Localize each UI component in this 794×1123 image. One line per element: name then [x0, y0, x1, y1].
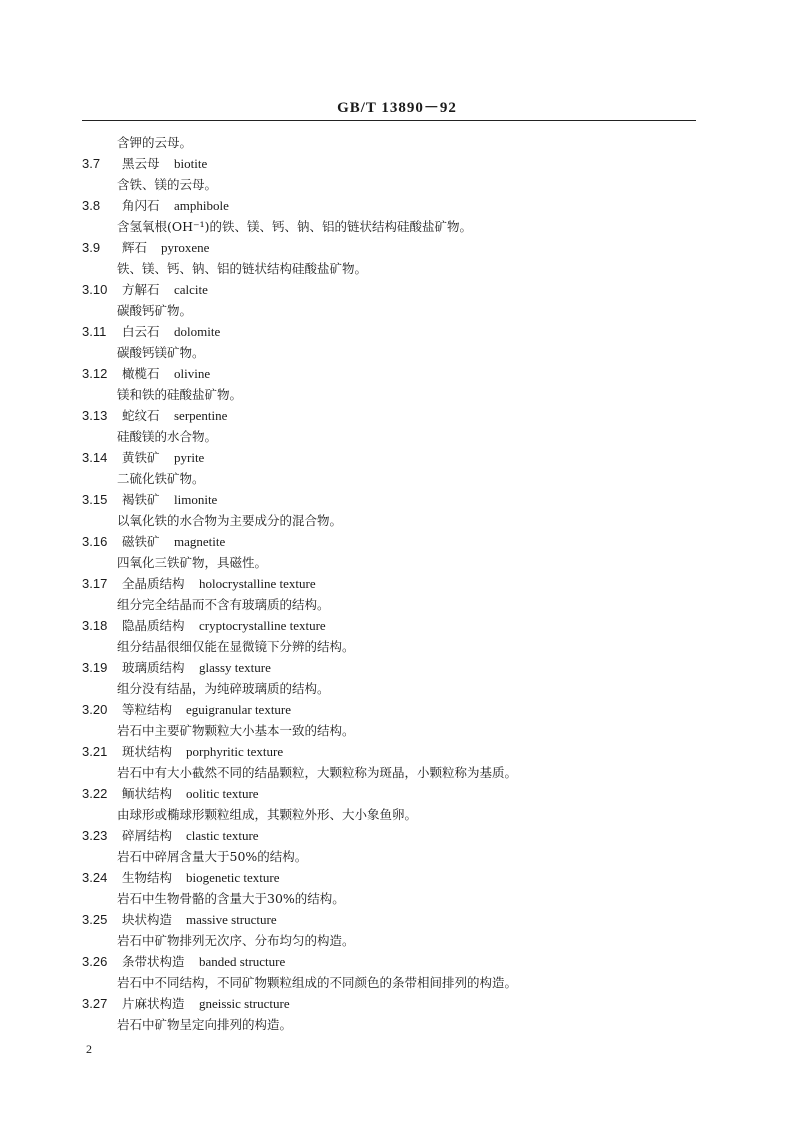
term-number: 3.15	[82, 492, 108, 507]
terms-list	[82, 132, 696, 1035]
term-chinese: 蛇纹石	[122, 408, 160, 423]
term-chinese: 片麻状构造	[122, 996, 185, 1011]
term-number: 3.11	[82, 324, 107, 339]
term-number: 3.16	[82, 534, 108, 549]
term-number: 3.25	[82, 912, 108, 927]
term-definition: 岩石中有大小截然不同的结晶颗粒，大颗粒称为斑晶，小颗粒称为基质。	[117, 765, 518, 780]
term-chinese: 褐铁矿	[122, 492, 160, 507]
term-definition: 岩石中主要矿物颗粒大小基本一致的结构。	[117, 723, 355, 738]
entries-container	[82, 153, 696, 1035]
term-definition: 碳酸钙镁矿物。	[117, 345, 205, 360]
term-number: 3.18	[82, 618, 108, 633]
term-definition: 由球形或椭球形颗粒组成，其颗粒外形、大小象鱼卵。	[117, 807, 418, 822]
term-definition: 岩石中生物骨骼的含量大于30%的结构。	[117, 891, 345, 906]
term-chinese: 块状构造	[122, 912, 173, 927]
term-entry	[82, 867, 696, 888]
document-header: GB/T 13890－92	[337, 100, 457, 116]
term-number: 3.22	[82, 786, 108, 801]
term-english: clastic texture	[186, 828, 259, 843]
term-entry	[82, 699, 696, 720]
term-english: gneissic structure	[199, 996, 290, 1011]
term-entry	[82, 405, 696, 426]
term-english: olivine	[174, 366, 211, 381]
term-english: banded structure	[199, 954, 286, 969]
term-chinese: 斑状结构	[122, 744, 173, 759]
term-chinese: 橄榄石	[122, 366, 160, 381]
term-english: eguigranular texture	[186, 702, 292, 717]
term-chinese: 隐晶质结构	[122, 618, 185, 633]
term-definition: 四氧化三铁矿物，具磁性。	[117, 555, 268, 570]
term-definition: 硅酸镁的水合物。	[117, 429, 218, 444]
term-number: 3.14	[82, 450, 108, 465]
term-english: pyrite	[174, 450, 205, 465]
term-chinese: 碎屑结构	[122, 828, 173, 843]
term-chinese: 黑云母	[122, 156, 160, 171]
term-definition: 以氧化铁的水合物为主要成分的混合物。	[117, 513, 343, 528]
term-number: 3.26	[82, 954, 108, 969]
term-definition: 铁、镁、钙、钠、铝的链状结构硅酸盐矿物。	[117, 261, 368, 276]
term-entry	[82, 741, 696, 762]
header-rule	[82, 120, 696, 121]
term-number: 3.24	[82, 870, 108, 885]
term-english: amphibole	[174, 198, 229, 213]
term-entry	[82, 783, 696, 804]
term-entry	[82, 153, 696, 174]
term-definition: 二硫化铁矿物。	[117, 471, 205, 486]
term-definition: 含铁、镁的云母。	[117, 177, 218, 192]
term-number: 3.9	[82, 240, 101, 255]
term-definition: 组分没有结晶，为纯碎玻璃质的结构。	[117, 681, 330, 696]
term-definition: 组分结晶很细仅能在显微镜下分辨的结构。	[117, 639, 355, 654]
term-number: 3.27	[82, 996, 108, 1011]
term-entry	[82, 951, 696, 972]
term-english: cryptocrystalline texture	[199, 618, 326, 633]
term-number: 3.17	[82, 576, 108, 591]
term-english: dolomite	[174, 324, 221, 339]
term-number: 3.12	[82, 366, 108, 381]
term-number: 3.19	[82, 660, 108, 675]
term-entry	[82, 447, 696, 468]
term-english: limonite	[174, 492, 218, 507]
term-english: oolitic texture	[186, 786, 259, 801]
term-chinese: 黄铁矿	[122, 450, 160, 465]
page-number: 2	[86, 1042, 92, 1056]
term-english: biogenetic texture	[186, 870, 280, 885]
term-definition: 岩石中矿物呈定向排列的构造。	[117, 1017, 293, 1032]
term-chinese: 玻璃质结构	[122, 660, 185, 675]
term-entry	[82, 321, 696, 342]
term-number: 3.20	[82, 702, 108, 717]
term-english: pyroxene	[161, 240, 210, 255]
term-chinese: 角闪石	[122, 198, 160, 213]
term-english: calcite	[174, 282, 208, 297]
term-number: 3.7	[82, 156, 101, 171]
term-entry	[82, 909, 696, 930]
term-entry	[82, 363, 696, 384]
term-definition: 组分完全结晶而不含有玻璃质的结构。	[117, 597, 330, 612]
term-entry	[82, 615, 696, 636]
term-english: serpentine	[174, 408, 228, 423]
term-english: porphyritic texture	[186, 744, 284, 759]
term-number: 3.8	[82, 198, 101, 213]
term-english: holocrystalline texture	[199, 576, 316, 591]
term-entry	[82, 825, 696, 846]
term-entry	[82, 279, 696, 300]
term-definition: 含氢氧根(OH⁻¹)的铁、镁、钙、钠、铝的链状结构硅酸盐矿物。	[117, 219, 473, 234]
term-definition: 镁和铁的硅酸盐矿物。	[117, 387, 243, 402]
term-english: massive structure	[186, 912, 277, 927]
term-english: biotite	[174, 156, 208, 171]
term-entry	[82, 237, 696, 258]
term-english: glassy texture	[199, 660, 271, 675]
term-definition: 碳酸钙矿物。	[117, 303, 193, 318]
term-number: 3.13	[82, 408, 108, 423]
term-chinese: 全晶质结构	[122, 576, 185, 591]
term-number: 3.21	[82, 744, 108, 759]
term-entry	[82, 531, 696, 552]
term-entry	[82, 489, 696, 510]
term-number: 3.23	[82, 828, 108, 843]
term-number: 3.10	[82, 282, 108, 297]
term-chinese: 方解石	[122, 282, 160, 297]
term-entry	[82, 195, 696, 216]
term-chinese: 条带状构造	[122, 954, 185, 969]
term-chinese: 等粒结构	[122, 702, 173, 717]
term-definition: 岩石中碎屑含量大于50%的结构。	[117, 849, 308, 864]
term-definition: 岩石中不同结构，不同矿物颗粒组成的不同颜色的条带相间排列的构造。	[117, 975, 518, 990]
term-english: magnetite	[174, 534, 226, 549]
term-chinese: 磁铁矿	[122, 534, 160, 549]
term-definition: 岩石中矿物排列无次序、分布均匀的构造。	[117, 933, 355, 948]
term-entry	[82, 573, 696, 594]
term-chinese: 辉石	[122, 240, 148, 255]
lead-definition: 含钾的云母。	[117, 135, 193, 150]
term-chinese: 白云石	[122, 324, 160, 339]
term-chinese: 鲕状结构	[122, 786, 173, 801]
term-entry	[82, 657, 696, 678]
term-chinese: 生物结构	[122, 870, 173, 885]
term-entry	[82, 993, 696, 1014]
